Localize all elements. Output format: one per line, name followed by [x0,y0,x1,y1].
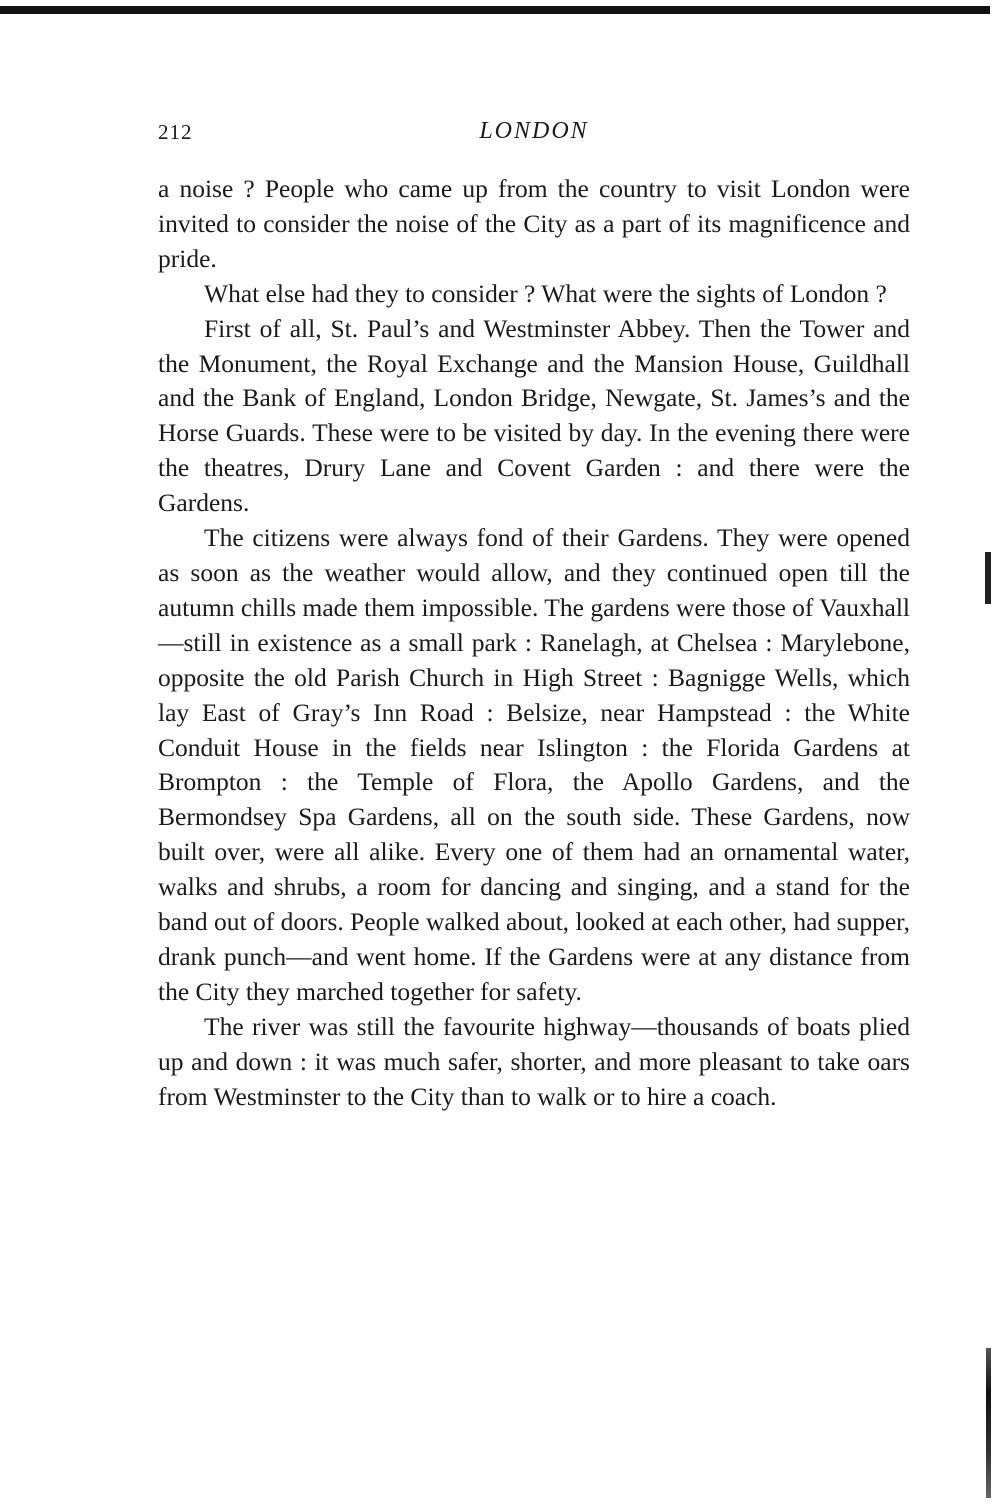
paragraph-continued: a noise ? People who came up from the country to visit London were invited to consider the noise of the City as a part of its magnificence and pride. [158,174,910,273]
paragraph-river: The river was still the favourite highway—thousands of boats plied up and down : it was much safer, shorter, and more pleasant to take oars from Westminster to the City than to walk or to hire a coach. [158,1011,910,1111]
paragraph-sights-question: What else had they to consider ? What were the sights of London ? [204,278,887,308]
paragraph-gardens: The citizens were always fond of their Gardens. They were opened as soon as the weather would allow, and they continued open till the autumn chills made them impossible. The gardens were those of Vauxhall—still in existence as a small park : Ranelagh, at Chelsea : Marylebone, opposite the old Parish Church in High Street : Bagnigge Wells, which lay East of Gray’s Inn Road : Belsize, near Hampstead : the White Conduit House in the fields near Islington : the Florida Gardens at Brompton : the Temple of Flora, the Apollo Gardens, and the Bermondsey Spa Gardens, all on the south side. These Gardens, now built over, were all alike. Every one of them had an ornamental water, walks and shrubs, a room for dancing and singing, and a stand for the band out of doors. People walked about, looked at each other, had supper, drank punch—and went home. If the Gardens were at any distance from the City they marched together for safety. [158,523,910,1006]
scan-margin-mark [985,552,991,604]
page-header [158,118,910,152]
page-number: 212 [158,120,193,144]
running-head: LONDON [479,118,589,144]
paragraph-sights-list: First of all, St. Paul’s and Westminster Abbey. Then the Tower and the Monument, the Royal Exchange and the Mansion House, Guildhall and the Bank of England, London Bridge, Newgate, St. James’s and the Horse Guards. These were to be visited by day. In the evening there were the theatres, Drury Lane and Covent Garden : and there were the Gardens. [158,313,910,518]
body-text [158,172,910,1114]
scan-margin-mark [986,1348,991,1498]
top-border-rule [0,6,990,14]
